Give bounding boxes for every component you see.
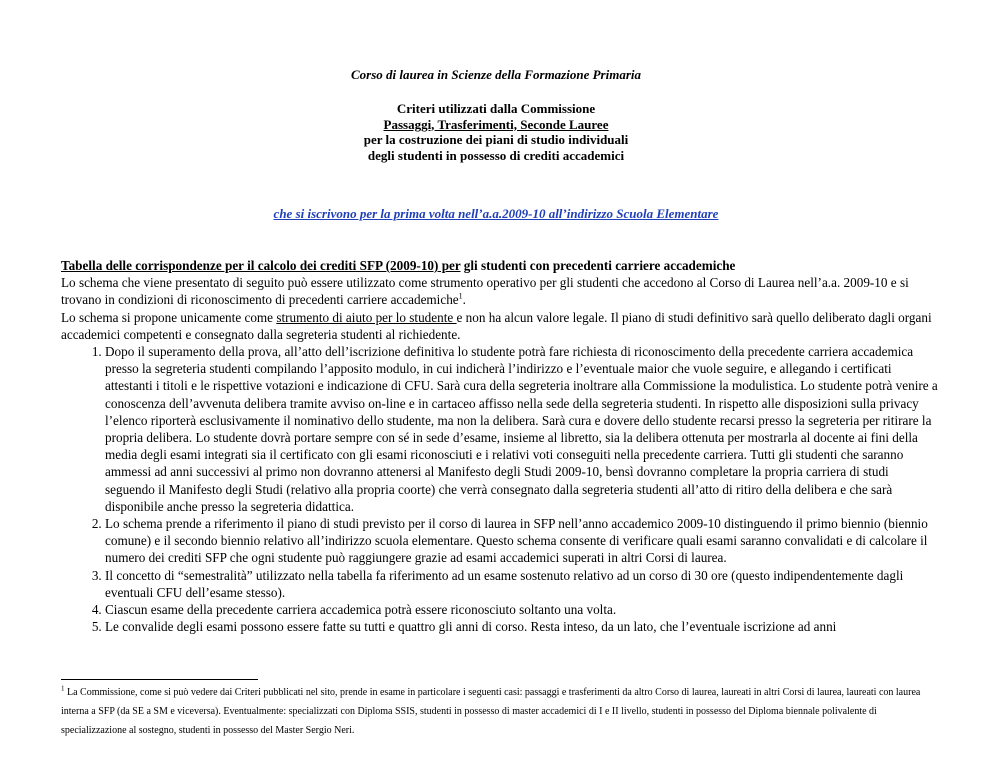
intro-paragraph-1 — [61, 274, 941, 308]
footnote-text: La Commissione, come si può vedere dai Criteri pubblicati nel sito, prende in esame in particolare i seguenti casi: passaggi e trasferimenti da altro Corso di laurea, laureati in altri Corsi di laurea, laureati con laurea interna a SFP (da SE a SM e viceversa). Eventualmente: specializzati con Diploma SSIS, studenti in possesso di master accademici di I e II livello, studenti in possesso del Diploma biennale polivalente di specializzazione al sostegno, studenti in possesso del Master Sergio Neri. — [61, 687, 921, 736]
intro-text-2-underlined: strumento di aiuto per lo studente — [276, 309, 457, 325]
criteria-line-2: Passaggi, Trasferimenti, Seconde Lauree — [383, 116, 609, 132]
list-item: 2. Lo schema prende a riferimento il piano di studi previsto per il corso di laurea in SFP nell’anno accademico 2009-10 distinguendo il primo biennio (biennio comune) e il secondo biennio relativo all’indirizzo scuola elementare. Questo schema consente di verificare quali esami saranno convalidati e di calcolare il numero dei crediti SFP che ogni studente può raggiungere grazie ad esami accademici superati in altri Corsi di laurea. — [105, 515, 941, 567]
list-item: 1. Dopo il superamento della prova, all’atto dell’iscrizione definitiva lo studente potrà fare richiesta di riconoscimento della precedente carriera accademica presso la segreteria studenti compilando l’apposito modulo, in cui indicherà l’indirizzo e l’eventuale maior che vuole seguire, e allegando i certificati attestanti i titoli e le rispettive votazioni e indicazione di CFU. Sarà cura della segreteria inoltrare alla Commissione la modulistica. Lo studente potrà venire a conoscenza dell’avvenuta delibera tramite avviso on-line e in cartaceo affisso nella sede della segreteria studenti. In rispetto alle disposizioni sulla privacy l’elenco riporterà esclusivamente il nominativo dello studente, ma non la delibera. Sarà cura e dovere dello studente recarsi presso la segreteria per ritirare la propria delibera. Lo studente dovrà portare sempre con sé in sede d’esame, insieme al libretto, sia la delibera ottenuta per mostrarla al docente ai fini della media degli esami integrati sia il certificato con gli esami riconosciuti e i relativi voti conseguiti nella precedente carriera. Tutti gli studenti che saranno ammessi ad anni successivi al primo non dovranno attenersi al Manifesto degli Studi 2009-10, bensì dovranno completare la propria carriera di studi seguendo il Manifesto degli Studi (relativo alla propria coorte) che verrà consegnato dalla segreteria studenti all’atto di ritiro della delibera e che sarà disponibile anche presso la segreteria didattica. — [105, 343, 941, 515]
footnote-number: 1 — [61, 684, 65, 693]
table-heading-underlined: Tabella delle corrispondenze per il calcolo dei crediti SFP (2009-10) per — [61, 258, 461, 273]
criteria-line-1: Criteri utilizzati dalla Commissione — [396, 101, 596, 116]
intro-text-1-end: . — [462, 292, 466, 308]
footnote — [61, 683, 941, 740]
document-body — [61, 257, 941, 635]
subtitle-link[interactable]: che si iscrivono per la prima volta nell’a.a.2009-10 all’indirizzo Scuola Elementare — [273, 206, 719, 221]
list-item: 5. Le convalide degli esami possono essere fatte su tutti e quattro gli anni di corso. Resta inteso, da un lato, che l’eventuale iscrizione ad anni — [105, 618, 941, 635]
footnote-ref[interactable]: 1 — [458, 292, 463, 302]
intro-text-2a: Lo schema si propone unicamente come — [61, 309, 277, 325]
table-heading-rest: gli studenti con precedenti carriere accademiche — [460, 258, 736, 273]
criteria-title-block — [0, 101, 992, 163]
course-title: Corso di laurea in Scienze della Formazione Primaria — [350, 67, 641, 82]
criteria-line-4: degli studenti in possesso di crediti accademici — [367, 147, 625, 163]
criteria-line-3: per la costruzione dei piani di studio individuali — [363, 132, 629, 147]
table-heading — [61, 257, 941, 274]
intro-text-2b: e non ha alcun valore legale. Il piano di studi definitivo sarà quello deliberato dagli organi accademici competenti e consegnato dalla segreteria studenti al richiedente. — [61, 309, 932, 342]
intro-paragraph-2 — [61, 309, 941, 343]
footnote-divider — [61, 679, 258, 680]
intro-text-1: Lo schema che viene presentato di seguito può essere utilizzato come strumento operativo per gli studenti che accedono al Corso di Laurea nell’a.a. 2009-10 e si trovano in condizioni di riconoscimento di precedenti carriere accademiche — [61, 275, 909, 308]
list-item: 4. Ciascun esame della precedente carriera accademica potrà essere riconosciuto soltanto una volta. — [105, 601, 941, 618]
list-item: 3. Il concetto di “semestralità” utilizzato nella tabella fa riferimento ad un esame sostenuto relativo ad un corso di 30 ore (questo indipendentemente dagli eventuali CFU dell’esame stesso). — [105, 567, 941, 601]
criteria-list — [61, 343, 941, 635]
